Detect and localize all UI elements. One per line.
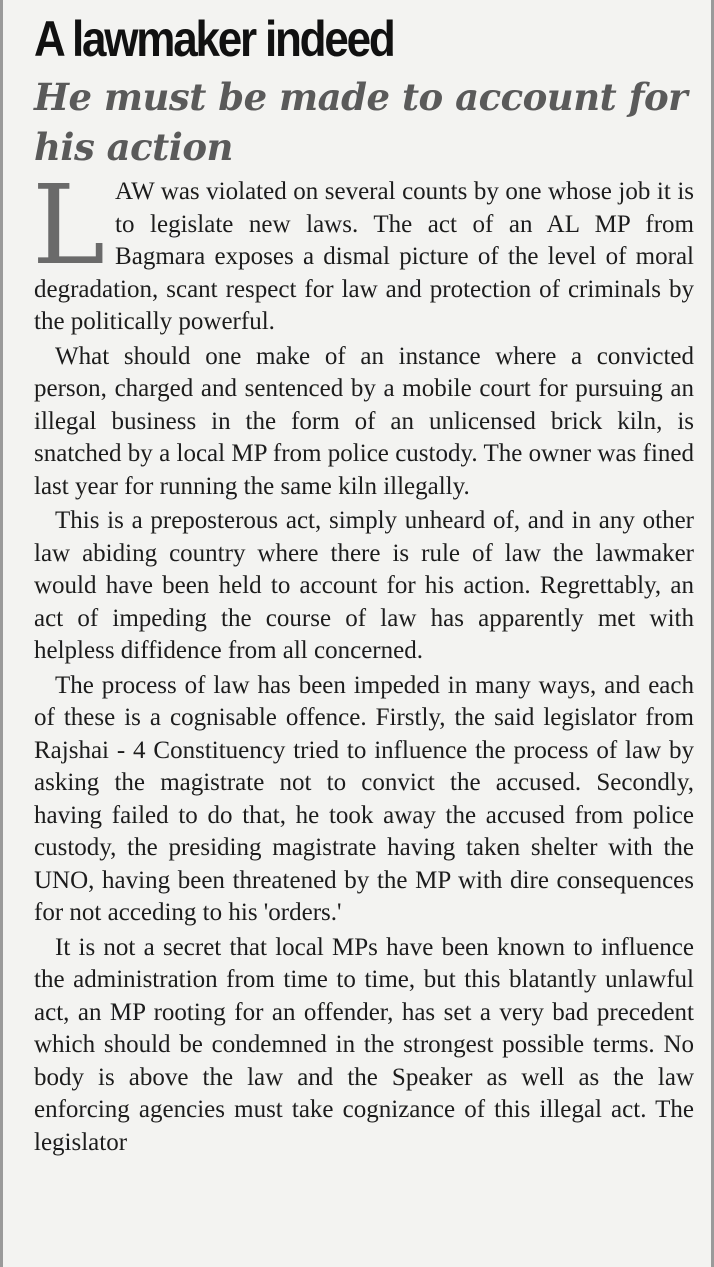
editorial-article bbox=[34, 8, 694, 1159]
article-body bbox=[32, 161, 694, 1159]
paragraph-1 bbox=[32, 161, 694, 339]
paragraph-5: It is not a secret that local MPs have been known to influence the administration from time to time, but this blatantly unlawful act, an MP rooting for an offender, has set a very bad precedent which should be condemned in the strongest possible terms. No body is above the law and the Speaker as well as the law enforcing agencies must take cognizance of this illegal act. The legislator bbox=[34, 933, 694, 1156]
subheadline: He must be made to account for his action bbox=[34, 75, 688, 169]
headline: A lawmaker indeed bbox=[34, 11, 394, 67]
paragraph-1-text: AW was violated on several counts by one whose job it is to legislate new laws. The act of an AL MP from Bagmara exposes a dismal picture of the level of moral degradation, scant respect for law and protection of criminals by the politically powerful. bbox=[34, 178, 694, 335]
paragraph-4: The process of law has been impeded in many ways, and each of these is a cognisable offence. Firstly, the said legislator from Rajshai - 4 Constituency tried to influence the process of law by asking the magistrate not to convict the accused. Secondly, having failed to do that, he took away the accused from police custody, the presiding magistrate having taken shelter with the UNO, having been threatened by the MP with dire consequences for not acceding to his 'orders.' bbox=[34, 671, 694, 926]
paragraph-2: What should one make of an instance where a convicted person, charged and sentenced by a mobile court for pursuing an illegal business in the form of an unlicensed brick kiln, is snatched by a local MP from police custody. The owner was fined last year for running the same kiln illegally. bbox=[34, 342, 694, 500]
paragraph-3: This is a preposterous act, simply unheard of, and in any other law abiding country where there is rule of law the lawmaker would have been held to account for his action. Regrettably, an act of impeding the course of law has apparently met with helpless diffidence from all concerned. bbox=[34, 507, 694, 664]
drop-cap: L bbox=[32, 161, 106, 289]
